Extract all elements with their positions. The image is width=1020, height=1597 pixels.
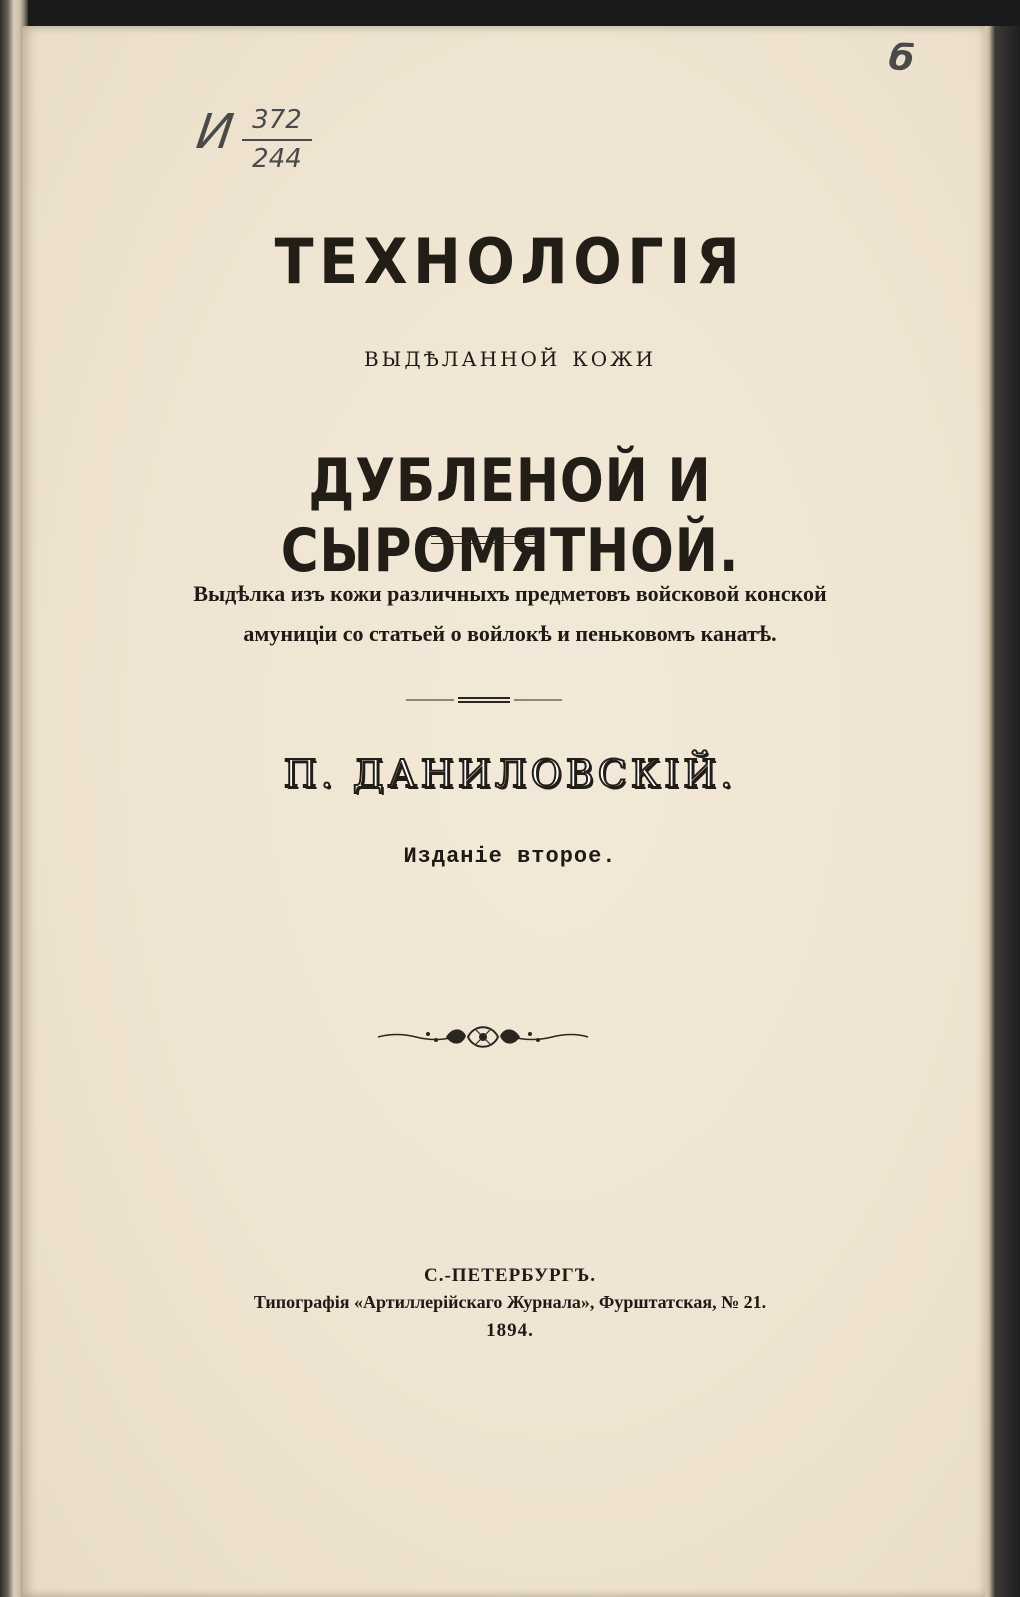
imprint-printer: Типографія «Артиллерійскаго Журнала», Фурштатская, № 21. (253, 1292, 767, 1312)
handwritten-shelfmark-fraction (242, 104, 312, 175)
book-subtitle (0, 574, 1020, 654)
book-title-sub: выдѣланной кожи (363, 340, 657, 373)
shelfmark-denominator: 244 (252, 143, 302, 174)
ornamental-rule (406, 695, 562, 705)
imprint-city: С.-ПЕТЕРБУРГЪ. (423, 1265, 597, 1286)
handwritten-shelfmark-letter: И (193, 104, 237, 160)
handwritten-corner-mark: б (886, 36, 917, 81)
book-title-large: ДУБЛЕНОЙ И СЫРОМЯТНОЙ. (280, 446, 740, 586)
subtitle-line-1: Выдѣлка изъ кожи различныхъ предметовъ войсковой конской (193, 581, 827, 606)
double-rule-divider (431, 536, 537, 544)
subtitle-line-2: амуниціи со статьей о войлокѣ и пеньковомъ канатѣ. (243, 621, 777, 646)
scan-top-border (0, 0, 1020, 26)
shelfmark-numerator: 372 (242, 104, 312, 141)
page-edge (985, 26, 1020, 1597)
book-title-main: ТЕХНОЛОГІЯ (274, 225, 746, 298)
author-name: П. ДАНИЛОВСКІЙ. (283, 752, 737, 796)
floral-vignette (376, 1022, 590, 1052)
edition-note: Изданіе второе. (403, 844, 617, 869)
imprint-year: 1894. (486, 1320, 534, 1341)
